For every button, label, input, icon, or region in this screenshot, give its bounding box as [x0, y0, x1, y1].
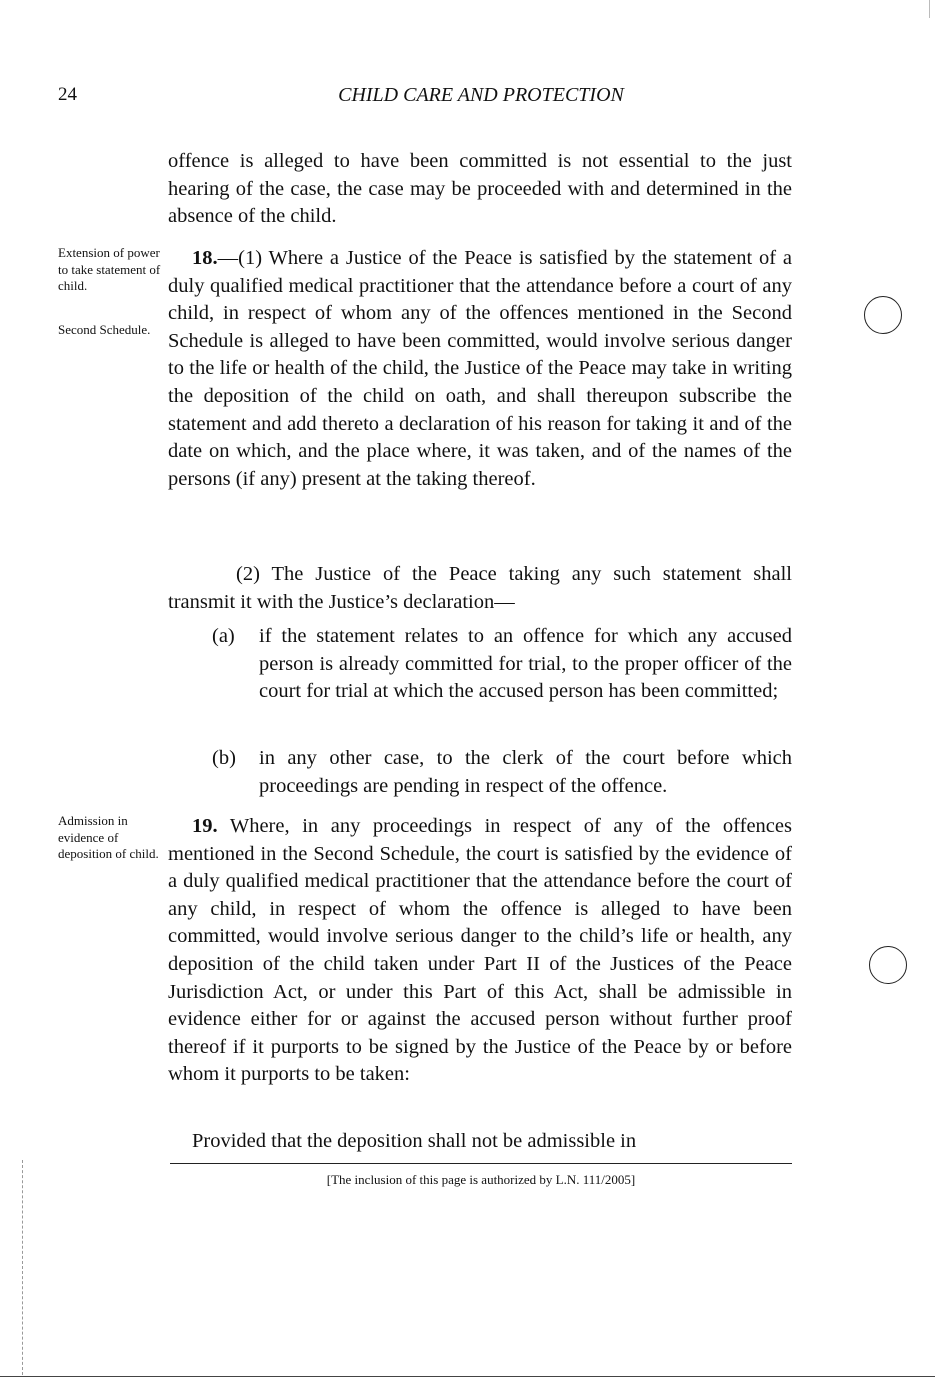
list-item-b-marker: (b) — [212, 747, 236, 769]
scan-edge-mark — [929, 0, 930, 18]
side-note-section-19: Admission in evidence of deposition of child. — [58, 813, 159, 861]
continuation-text: offence is alleged to have been committed is not essential to the just hearing of the case, the case may be proceeded with and determined in the absence of the child. — [168, 150, 792, 228]
section-19 — [168, 813, 792, 1089]
list-item-a-text: if the statement relates to an offence for which any accused person is already committed for trial, to the proper officer of the court for trial at which the accused person has been committed; — [259, 625, 792, 703]
list-item-b — [212, 745, 792, 800]
section-19-text: Where, in any proceedings in respect of any of the offences mentioned in the Second Schedule, the court is satisfied by the evidence of a duly qualified medical practitioner that the attendance before the court of any child, in respect of whom the offence is alleged to have been committed, would involve serious danger to the child’s life or health, any deposition of the child taken under Part II of the Justices of the Peace Jurisdiction Act, or under this Part of this Act, shall be admissible in evidence either for or against the accused person without further proof thereof if it purports to be signed by the Justice of the Peace by or before whom it purports to be taken: — [168, 815, 792, 1086]
section-19-number: 19. — [192, 815, 218, 837]
section-18-subsection-1-marker: —(1) — [217, 247, 263, 269]
side-note-second-schedule: Second Schedule. — [58, 322, 151, 337]
section-19-proviso — [168, 1128, 792, 1156]
proviso-text: Provided that the deposition shall not be admissible in — [192, 1130, 637, 1152]
section-18-subsection-1-text: Where a Justice of the Peace is satisfied by the statement of a duly qualified medical practitioner that the attendance before a court of any child, in respect of whom any of the offences mentioned in the Second Schedule is alleged to have been committed, would involve serious danger to the life or health of the child, the Justice of the Peace may take in writing the deposition of the child on oath, and shall thereupon subscribe the statement and add thereto a declaration of his reason for taking it and of the date on which, and the place where, it was taken, and of the names of the persons (if any) present at the taking thereof. — [168, 247, 792, 490]
punch-hole-circle — [864, 296, 902, 334]
punch-hole-circle — [869, 946, 907, 984]
section-18-paragraph — [168, 245, 792, 493]
section-18-subsection-2-text: (2) The Justice of the Peace taking any such statement shall transmit it with the Justice’s declaration— — [168, 563, 792, 613]
footer-divider — [170, 1163, 792, 1164]
section-18-number: 18. — [192, 247, 218, 269]
side-note-section-18: Extension of power to take statement of child. — [58, 245, 161, 293]
page-number: 24 — [58, 84, 77, 105]
running-title: CHILD CARE AND PROTECTION — [338, 84, 624, 106]
list-item-a-marker: (a) — [212, 625, 235, 647]
list-item-b-text: in any other case, to the clerk of the court before which proceedings are pending in respect of the offence. — [259, 747, 792, 797]
footer-authorization-note: [The inclusion of this page is authorized by L.N. 111/2005] — [326, 1172, 636, 1187]
scan-edge-mark — [22, 1160, 23, 1375]
continuation-paragraph — [168, 148, 792, 231]
section-19-paragraph — [168, 813, 792, 1089]
list-item-a — [212, 623, 792, 706]
section-18-subsection-1 — [168, 245, 792, 493]
section-18-subsection-2 — [168, 561, 792, 616]
scan-bottom-edge — [0, 1376, 935, 1377]
